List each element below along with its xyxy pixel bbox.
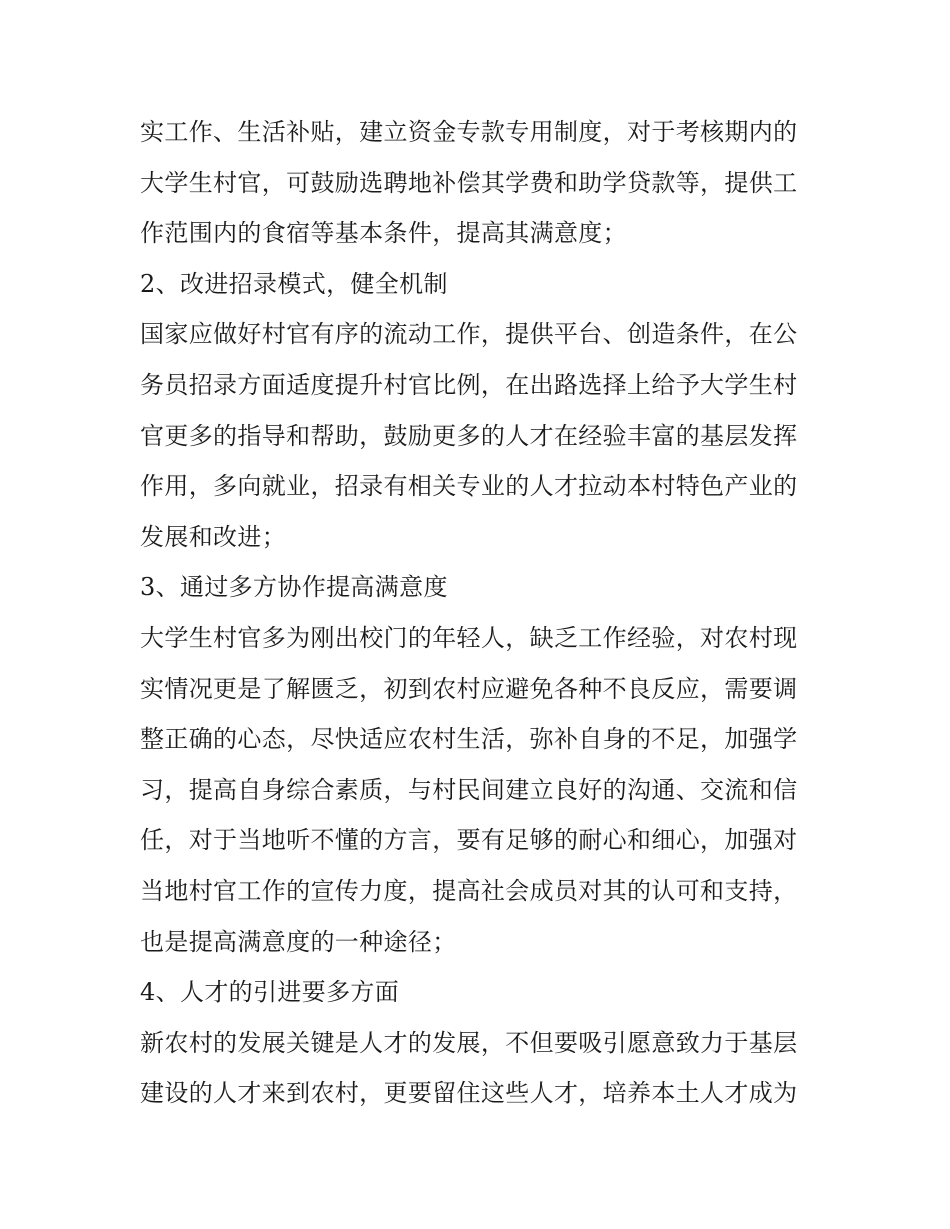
paragraph-line: 当地村官工作的宣传力度，提高社会成员对其的认可和支持， [140, 876, 798, 905]
paragraph-line: 作范围内的食宿等基本条件，提高其满意度； [140, 219, 627, 248]
section-heading-2: 2、改进招录模式，健全机制 [140, 269, 448, 298]
section-heading-4: 4、人才的引进要多方面 [140, 978, 400, 1007]
paragraph-line: 大学生村官，可鼓励选聘地补偿其学费和助学贷款等，提供工 [140, 168, 798, 197]
paragraph-line: 新农村的发展关键是人才的发展，不但要吸引愿意致力于基层 [140, 1028, 798, 1057]
document-body [140, 107, 820, 1119]
paragraph-line: 国家应做好村官有序的流动工作，提供平台、创造条件，在公 [140, 320, 798, 349]
paragraph-line: 实情况更是了解匮乏，初到农村应避免各种不良反应，需要调 [140, 674, 798, 703]
paragraph-line: 也是提高满意度的一种途径； [140, 927, 457, 956]
paragraph-line: 实工作、生活补贴，建立资金专款专用制度，对于考核期内的 [140, 118, 798, 146]
paragraph-line: 务员招录方面适度提升村官比例，在出路选择上给予大学生村 [140, 370, 798, 399]
paragraph-line: 作用，多向就业，招录有相关专业的人才拉动本村特色产业的 [140, 472, 798, 501]
paragraph-line: 整正确的心态，尽快适应农村生活，弥补自身的不足，加强学 [140, 725, 798, 754]
paragraph-line: 大学生村官多为刚出校门的年轻人，缺乏工作经验，对农村现 [140, 623, 798, 652]
paragraph-line: 习，提高自身综合素质，与村民间建立良好的沟通、交流和信 [140, 775, 798, 804]
paragraph-line: 发展和改进； [140, 522, 287, 551]
paragraph-line: 任，对于当地听不懂的方言，要有足够的耐心和细心，加强对 [140, 826, 798, 855]
paragraph-line: 官更多的指导和帮助，鼓励更多的人才在经验丰富的基层发挥 [140, 421, 798, 450]
paragraph-line: 建设的人才来到农村，更要留住这些人才，培养本土人才成为 [140, 1079, 798, 1108]
section-heading-3: 3、通过多方协作提高满意度 [140, 573, 448, 602]
